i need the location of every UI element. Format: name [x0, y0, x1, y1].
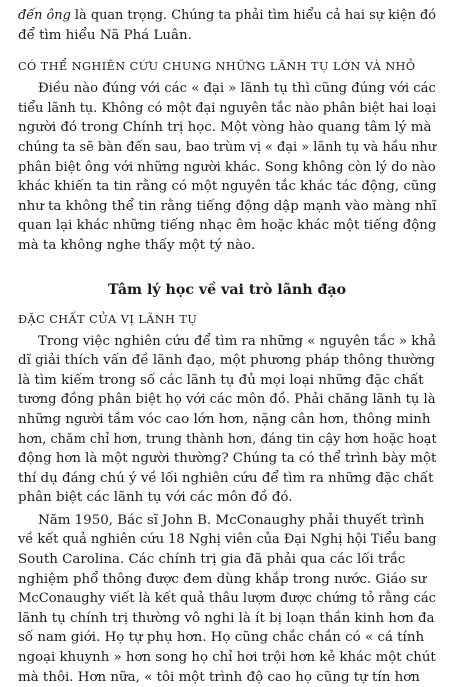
text-line: chúng ta sẽ bàn đến sau, bao trùm vị « đại » lãnh tụ và hầu như: [18, 139, 437, 155]
text-line: quan lại khác những tiếng nhạc êm hoặc khác một tiếng động: [18, 218, 437, 234]
intro-line-1-text: là quan trọng. Chúng ta phải tìm hiểu cả hai sự kiện đó: [70, 8, 437, 23]
intro-line-2: để tìm hiểu Nã Phá Luân.: [18, 27, 192, 43]
chapter-title: Tâm lý học về vai trò lãnh đạo: [107, 281, 347, 298]
text-line: ngoại khuynh » hơn song họ chỉ hơi trội hơn kẻ khác một chút: [18, 650, 436, 666]
text-line: mà thôi. Hơn nữa, « tôi một trình độ cao họ cũng tự tín hơn: [18, 669, 420, 685]
text-line: là tìm kiếm trong số các lãnh tụ đủ mọi loại những đặc chất: [18, 372, 424, 388]
text-line: số nam giới. Họ tự phụ hơn. Họ cũng chắc chắn có « cá tính: [18, 630, 425, 646]
text-line: tiểu lãnh tụ. Không có một đại nguyên tắc nào phân biệt hai loại: [18, 100, 437, 116]
text-line: dĩ giải thích vấn đề lãnh đạo, một phương pháp thông thường: [18, 353, 435, 369]
text-line: South Carolina. Các chính trị gia đã phải qua các lối trắc: [18, 552, 406, 568]
text-line: phân biệt ông với những người khác. Song không còn lý do nào: [18, 159, 436, 175]
section-heading-traits: ĐẶC CHẤT CỦA VỊ LÃNH TỤ: [18, 312, 198, 326]
text-line: về kết quả nghiên cứu 18 Nghị viên của Đại Nghị hội Tiểu bang: [18, 532, 437, 548]
text-line: thí dụ đáng chú ý về lối nghiên cứu để tìm ra những đặc chất: [18, 470, 434, 486]
section1-paragraph: [18, 79, 436, 255]
text-line: Năm 1950, Bác sĩ John B. McConaughy phải thuyết trình: [38, 512, 425, 528]
text-line: mà ta không nghe thấy một tý nào.: [18, 237, 256, 253]
text-line: Trong việc nghiên cứu để tìm ra những « nguyên tắc » khả: [38, 333, 436, 349]
text-line: như ta không thể tin rằng tiếng động dập mạnh vào màng nhĩ: [18, 198, 437, 214]
text-line: nghiệm phổ thông được đem dùng khắp trong nước. Giáo sư: [18, 571, 427, 587]
text-line: khác khiến ta tin rằng có một nguyên tắc khác tác động, cũng: [18, 179, 437, 195]
text-line: động hơn là một người thường? Chúng ta có thể trình bày một: [18, 451, 437, 467]
intro-line-1: [18, 6, 436, 26]
section-heading-leaders: CÓ THỂ NGHIÊN CỨU CHUNG NHỮNG LÃNH TỤ LỚN VÀ NHỎ: [18, 60, 416, 74]
text-line: những người tầm vóc cao lớn hơn, nặng cân hơn, thông minh: [18, 411, 431, 427]
text-line: McConaughy viết là kết quả thâu lượm được chứng tỏ rằng các: [18, 591, 436, 607]
text-line: Điều nào đúng với các « đại » lãnh tụ thì cũng đúng với các: [38, 81, 436, 97]
section2-paragraph-1: [18, 332, 436, 508]
text-line: người đó trong Chính trị học. Một vòng hào quang tâm lý mà: [18, 120, 432, 136]
intro-paragraph: [18, 6, 436, 45]
text-line: hơn, chăm chỉ hơn, trung thành hơn, đáng tin cậy hơn hoặc hoạt: [18, 431, 437, 447]
section2-paragraph-2: [18, 511, 436, 687]
text-line: tương đồng phân biệt họ với các môn đồ. Phải chăng lãnh tụ là: [18, 392, 436, 408]
text-line: lãnh tụ chính trị thường vô nghi là ít bị loạn thần kinh hơn đa: [18, 610, 435, 626]
text-line: phân biệt các lãnh tụ với các môn đồ đó.: [18, 490, 293, 506]
intro-emphasis: đến ông: [18, 8, 71, 23]
